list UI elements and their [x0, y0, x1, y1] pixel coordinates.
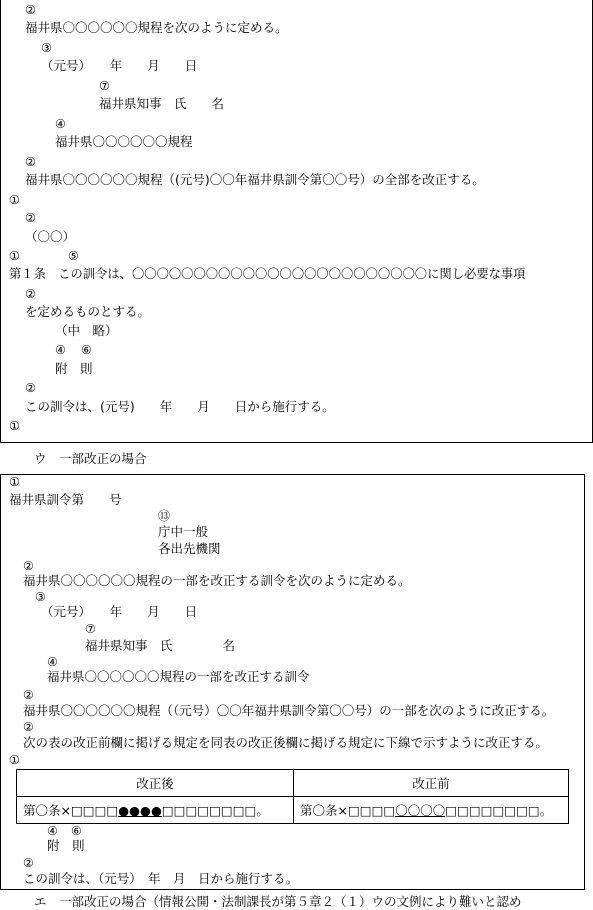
marker: ②	[25, 381, 36, 395]
supplementary-provisions: 附 則	[47, 838, 85, 853]
partial-revision-box	[0, 474, 585, 890]
article-caption: （〇〇）	[25, 229, 76, 244]
before-text-post: □□□□□□□□。	[445, 803, 553, 818]
governor-name-line: 福井県知事 氏 名	[99, 96, 225, 111]
table-instruction: 次の表の改正前欄に掲げる規定を同表の改正後欄に掲げる規定に下線で示すように改正する。	[23, 735, 549, 750]
marker: ⑤	[68, 249, 79, 263]
recipient-line-2: 各出先機関	[158, 541, 221, 556]
directive-number: 福井県訓令第 号	[9, 492, 122, 507]
date-line: （元号） 年 月 日	[41, 58, 198, 73]
marker: ①	[9, 249, 20, 263]
directive-title: 福井県〇〇〇〇〇〇規程の一部を改正する訓令	[47, 669, 310, 684]
marker: ①	[9, 753, 20, 767]
before-underlined: 〇〇〇〇	[395, 803, 446, 818]
marker: ④	[47, 655, 58, 669]
enactment-line: 福井県〇〇〇〇〇〇規程の一部を改正する訓令を次のように定める。	[23, 573, 411, 588]
marker: ④	[55, 117, 66, 131]
after-text-pre: 第〇条×□□□□	[23, 803, 119, 818]
article-1-text: 第１条 この訓令は、〇〇〇〇〇〇〇〇〇〇〇〇〇〇〇〇〇〇〇〇〇〇〇〇に関し必要な事項	[9, 267, 526, 281]
full-revision-clause: 福井県〇〇〇〇〇〇規程（(元号)〇〇年福井県訓令第〇〇号）の全部を改正する。	[25, 172, 485, 187]
date-line: （元号） 年 月 日	[41, 604, 198, 619]
full-revision-box	[0, 0, 593, 443]
marker: ⑥	[81, 343, 92, 357]
enactment-line: 福井県〇〇〇〇〇〇規程を次のように定める。	[25, 20, 288, 35]
before-text-pre: 第〇条×□□□□	[300, 803, 396, 818]
marker: ①	[9, 419, 20, 433]
marker: ④	[55, 343, 66, 357]
header-before: 改正前	[294, 770, 569, 797]
regulation-title: 福井県〇〇〇〇〇〇規程	[55, 134, 193, 149]
article-1-continued: を定めるものとする。	[25, 304, 151, 319]
marker: ②	[25, 3, 36, 17]
marker: ①	[9, 475, 20, 489]
after-underlined: ●●●●	[118, 803, 162, 818]
marker: ②	[23, 856, 34, 870]
section-heading-u: ウ 一部改正の場合	[34, 451, 147, 466]
after-text-post: □□□□□□□□。	[161, 803, 269, 818]
comparison-table	[16, 769, 569, 824]
marker: ②	[23, 688, 34, 702]
marker: ④	[47, 824, 58, 838]
marker: ③	[35, 590, 46, 604]
marker: ②	[25, 287, 36, 301]
effective-date-clause: この訓令は、（元号） 年 月 日から施行する。	[23, 871, 299, 886]
partial-revision-clause: 福井県〇〇〇〇〇〇規程（（元号）〇〇年福井県訓令第〇〇号）の一部を次のように改正する。	[23, 703, 555, 718]
marker: ②	[23, 720, 34, 734]
marker: ②	[23, 559, 34, 573]
omitted-note: （中 略）	[55, 323, 118, 338]
marker: ②	[25, 211, 36, 225]
effective-date-clause: この訓令は、(元号) 年 月 日から施行する。	[25, 399, 335, 414]
supplementary-provisions: 附 則	[55, 361, 93, 376]
marker: ⑦	[99, 79, 110, 93]
section-heading-e: エ 一部改正の場合（情報公開・法制課長が第５章２（１）ウの文例により難いと認め	[34, 894, 522, 909]
marker: ⑬	[158, 509, 171, 523]
governor-name-line: 福井県知事 氏 名	[85, 638, 236, 653]
marker: ①	[9, 193, 20, 207]
marker: ③	[41, 41, 52, 55]
cell-after	[17, 797, 294, 824]
marker: ⑦	[85, 622, 96, 636]
marker: ②	[25, 155, 36, 169]
recipient-line-1: 庁中一般	[158, 524, 209, 539]
marker: ⑥	[71, 824, 82, 838]
cell-before	[294, 797, 569, 824]
header-after: 改正後	[17, 770, 294, 797]
